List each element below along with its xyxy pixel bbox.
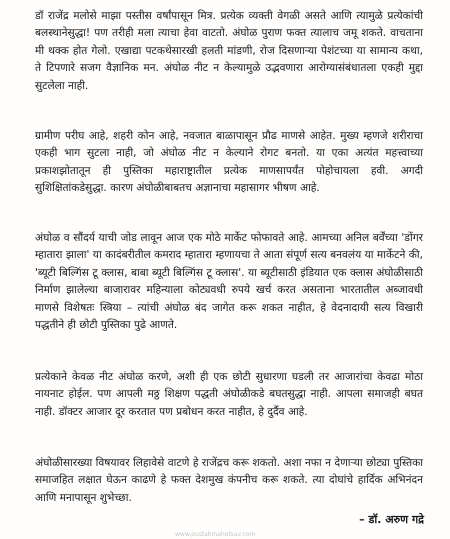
- paragraph-3: अंघोळ व सौंदर्य याची जोड लावून आज एक मोठे मार्केट फोफावते आहे. आमच्या अनिल बर्वेंच्या 'डोंगर म्हातारा झाला' या कादंबरीतील कमराद म्हातारा म्हणायचा ते आता संपूर्ण सत्य बनवलंय या मार्केटने की, 'ब्यूटी बिल्गिंस टू क्लास, बाबा ब्यूटी बिल्गिंस टू क्लास'. या ब्यूटीसाठी इंडियात एक क्लास अंघोळीसाठी निर्माण झालेल्या बाजारावर महिन्याला कोट्यवधी रुपये खर्च करत असताना भारतातील अब्जावधी माणसे विशेषतः स्त्रिया – त्यांची अंघोळ बंद जागेत करू शकत नाहीत, हे वेदनादायी सत्य विखारी पद्धतीने ही छोटी पुस्तिका पुढे आणते.: [35, 232, 423, 332]
- paragraph-5: अंघोळीसारख्या विषयावर लिहावेसे वाटणे हे राजेंद्रच करू शकतो. अशा नफा न देणाऱ्या छोट्या पुस्तिका समाजहित लक्षात घेऊन काढणे हे फक्त देशमुख कंपनीच करू शकते. त्या दोघांचे हार्दिक अभिनंदन आणि मनापासून शुभेच्छा.: [35, 457, 423, 504]
- paragraph-4: प्रत्येकाने केवळ नीट अंघोळ करणे, अशी ही एक छोटी सुधारणा घडली तर आजारांचा केवढा मोठा नायनाट होईल. पण आपली मठ्ठ शिक्षण पद्धती अंघोळीकडे बघतसुद्धा नाही. आपला समाजही बघत नाही. डॉक्टर आजार दूर करतात पण प्रबोधन करत नाहीत, हे दुर्दैव आहे.: [35, 371, 423, 418]
- watermark: www.pustakmahotsav.com: [175, 531, 256, 538]
- paragraph-1: डॉ राजेंद्र मलोसे माझा पस्तीस वर्षांपासून मित्र. प्रत्येक व्यक्ती वेगळी असते आणि त्यामुळे प्रत्येकांची बलस्थानेसुद्धा! पण तरीही मला त्याचा हेवा वाटतो. अंघोळ पुराण फक्त त्यालाच जमू शकते. वाचताना मी थक्क होत गेलो. एखाद्या पटकथेसारखी हलती मांडणी, रोज दिसणाऱ्या पेशंटच्या या सामान्य कथा, ते टिपणारे सजग वैज्ञानिक मन. अंघोळ नीट न केल्यामुळे उद्भवणारा आरोग्यासंबंधातला एकही मुद्दा सुटलेला नाही.: [35, 10, 423, 92]
- paragraph-2: ग्रामीण परीघ आहे, शहरी कोन आहे, नवजात बाळापासून प्रौढ माणसे आहेत. मुख्य म्हणजे शरीराचा एकही भाग सुटला नाही, जो अंघोळ नीट न केल्याने रोगट बनतो. या एका अत्यंत महत्त्वाच्या प्रकाशझोतातून ही पुस्तिका महाराष्ट्रातील प्रत्येक माणसापर्यंत पोहोचायला हवी. अगदी सुशिक्षितांकडेसुद्धा. कारण अंघोळीबाबतच अज्ञानाचा महासागर भीषण आहे.: [35, 130, 423, 195]
- author-signature: – डॉ. अरुण गद्रे: [359, 513, 424, 526]
